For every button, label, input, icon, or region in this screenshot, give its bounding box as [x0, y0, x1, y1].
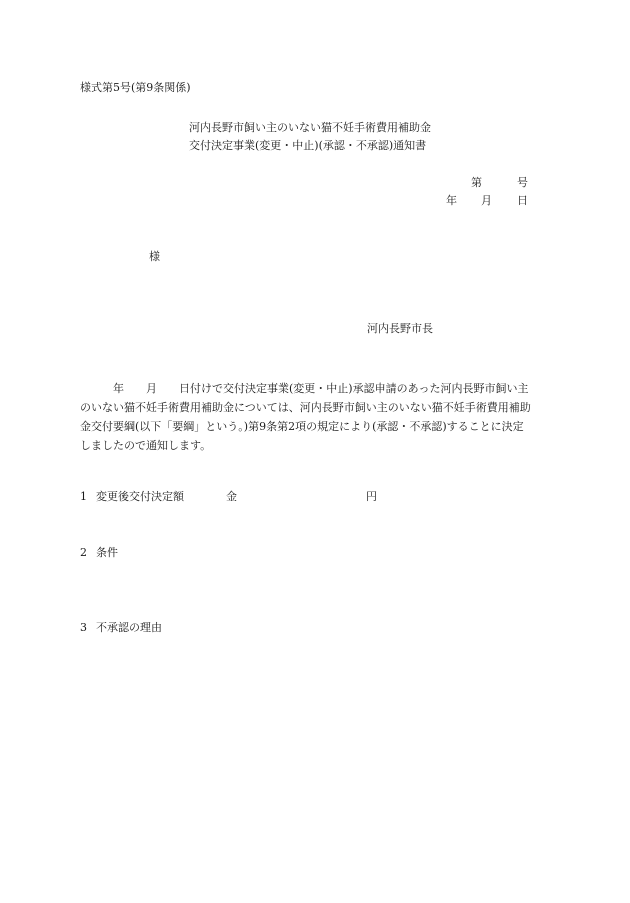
addressee-suffix: 様	[149, 250, 160, 263]
body-line-4: しましたので通知します。	[80, 439, 212, 452]
item-1-yen: 円	[366, 490, 377, 503]
notification-body	[80, 379, 554, 455]
item-1-number: 1	[80, 490, 87, 503]
date-month-label: 月	[481, 194, 492, 207]
issuer-name: 河内長野市長	[367, 322, 433, 335]
document-title-line2: 交付決定事業(変更・中止)(承認・不承認)通知書	[189, 139, 427, 152]
date-day-label: 日	[517, 194, 528, 207]
item-3-label: 不承認の理由	[96, 621, 162, 634]
date-year-label: 年	[446, 194, 457, 207]
item-1-label: 変更後交付決定額	[96, 490, 184, 503]
item-1-kin: 金	[226, 490, 237, 503]
document-title-line1: 河内長野市飼い主のいない猫不妊手術費用補助金	[189, 121, 431, 134]
item-2-number: 2	[80, 546, 87, 559]
body-line-2: のいない猫不妊手術費用補助金については、河内長野市飼い主のいない猫不妊手術費用補助	[80, 401, 531, 414]
item-2-label: 条件	[96, 546, 118, 559]
doc-number-dai: 第	[471, 176, 482, 189]
body-line-1: 年 月 日付けで交付決定事業(変更・中止)承認申請のあった河内長野市飼い主	[80, 382, 529, 395]
form-number: 様式第5号(第9条関係)	[80, 81, 191, 94]
doc-number-go: 号	[517, 176, 528, 189]
body-line-3: 金交付要綱(以下「要綱」という。)第9条第2項の規定により(承認・不承認)することに決定	[80, 420, 524, 433]
item-3-number: 3	[80, 621, 87, 634]
